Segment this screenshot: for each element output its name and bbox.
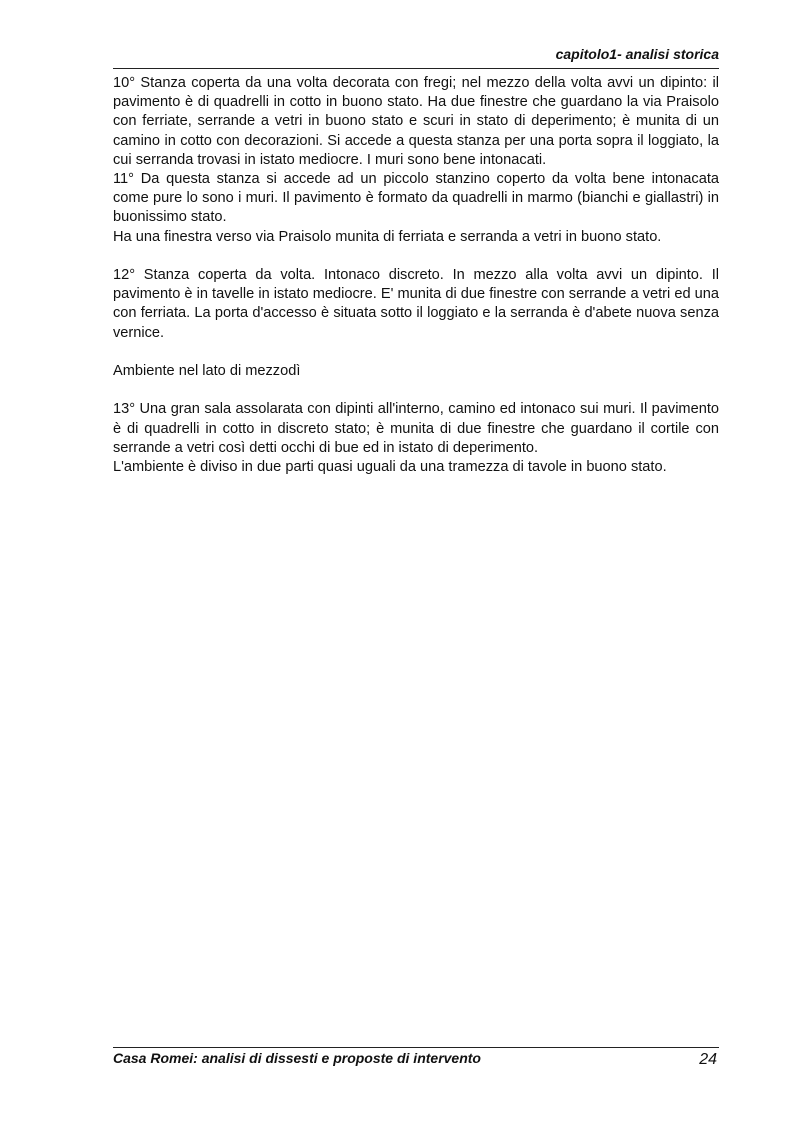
page-number: 24 xyxy=(699,1051,717,1068)
running-header-title: capitolo1- analisi storica xyxy=(555,46,719,62)
paragraph-room-11: 11° Da questa stanza si accede ad un piccolo stanzino coperto da volta bene intonacata come pure lo sono i muri. Il pavimento è formato da quadrelli in marmo (bianchi e giallastri) in buonissimo stato. xyxy=(113,171,719,226)
paragraph-room-11-window: Ha una finestra verso via Praisolo munita di ferriata e serranda a vetri in buono stato. xyxy=(113,228,662,245)
paragraph-gap xyxy=(113,343,719,362)
footer-divider xyxy=(113,1047,719,1048)
document-body xyxy=(113,74,719,477)
paragraph-gap xyxy=(113,381,719,400)
paragraph-room-10: 10° Stanza coperta da una volta decorata con fregi; nel mezzo della volta avvi un dipinto: il pavimento è di quadrelli in cotto in buono stato. Ha due finestre che guardano la via Praisolo con ferriate, serrande a vetri in buono stato e scuri in stato di deperimento; è munita di un camino in cotto con decorazioni. Si accede a questa stanza per una porta sopra il loggiato, la cui serranda trovasi in istato mediocre. I muri sono bene intonacati. xyxy=(113,75,719,168)
paragraph-room-12: 12° Stanza coperta da volta. Intonaco discreto. In mezzo alla volta avvi un dipinto. Il pavimento è in tavelle in istato mediocre. E' munita di due finestre con serrande a vetri ed una con ferriata. La porta d'accesso è situata sotto il loggiato e la serranda è d'abete nuova senza vernice. xyxy=(113,267,719,341)
header-divider xyxy=(113,68,719,69)
running-footer-title: Casa Romei: analisi di dissesti e proposte di intervento xyxy=(113,1050,481,1066)
paragraph-gap xyxy=(113,247,719,266)
paragraph-room-13: 13° Una gran sala assolarata con dipinti all'interno, camino ed intonaco sui muri. Il pavimento è di quadrelli in cotto in discreto stato; è munita di due finestre che guardano il cortile con serrande a vetri così detti occhi di bue ed in istato di deperimento. xyxy=(113,401,719,456)
paragraph-room-13-partition: L'ambiente è diviso in due parti quasi uguali da una tramezza di tavole in buono stato. xyxy=(113,459,667,476)
section-heading-south-side: Ambiente nel lato di mezzodì xyxy=(113,363,301,380)
